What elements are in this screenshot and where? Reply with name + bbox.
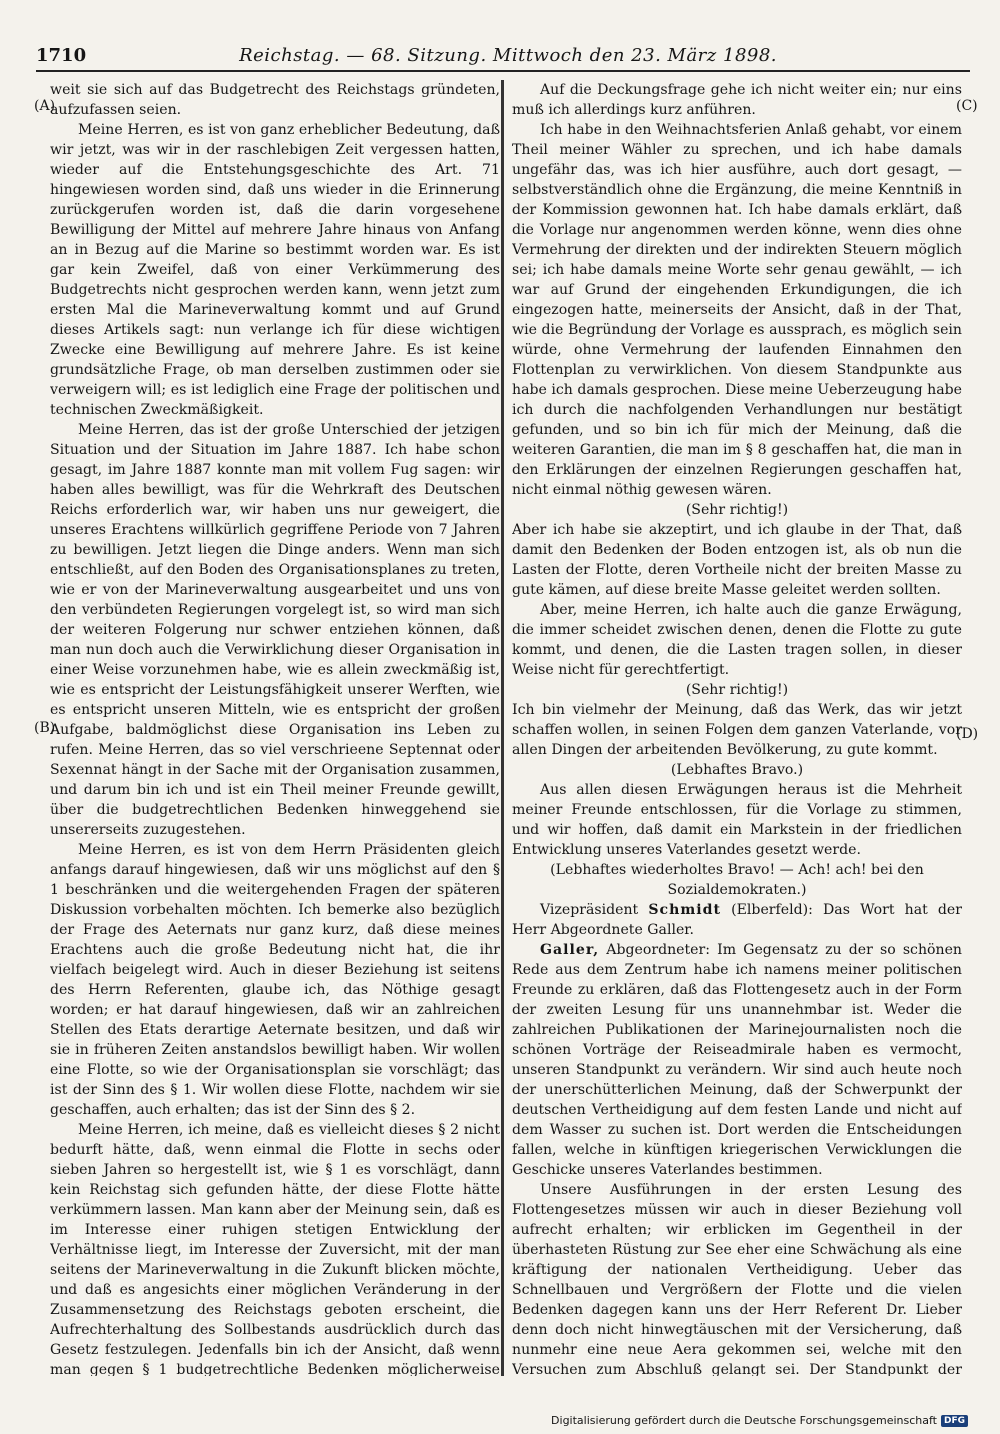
paragraph: Meine Herren, ich meine, daß es vielleicht dieses § 2 nicht bedurft hätte, daß, wenn einmal die Flotte in sechs oder sieben Jahren so hergestellt ist, wie § 1 es vorschlägt, dann kein Reichstag sich gefunden hätte, der diese Flotte hätte verkümmern lassen. Man kann aber der Meinung sein, daß es im Interesse einer ruhigen stetigen Entwicklung der Verhältnisse liegt, im Interesse der Zuversicht, mit der man seitens der Marineverwaltung in die Zukunft blicken möchte, und daß es angesichts einer möglichen Veränderung in der Zusammensetzung des Reichstags geboten erscheint, die Aufrechterhaltung des Sollbestands ausdrücklich durch das Gesetz festzulegen. Jedenfalls bin ich der Ansicht, daß wenn man gegen § 1 budgetrechtliche Bedenken möglicherweise bbox=[50, 1122, 500, 1376]
page-number: 1710 bbox=[36, 44, 87, 66]
interjection: (Sehr richtig!) bbox=[685, 682, 789, 698]
paragraph: Auf die Deckungsfrage gehe ich nicht weiter ein; nur eins muß ich allerdings kurz anführen. bbox=[512, 82, 962, 118]
speaker-name: Schmidt bbox=[648, 902, 721, 918]
speaker-paragraph bbox=[512, 940, 962, 1180]
paragraph: Ich habe in den Weihnachtsferien Anlaß gehabt, vor einem Theil meiner Wähler zu sprechen, und ich habe damals ungefähr das, was ich hier ausführe, auch dort gesagt, — selbstverständlich ohne die Ergänzung, die meine Kenntniß in der Kommission gewonnen hat. Ich habe damals erklärt, daß die Vorlage nur angenommen werden könne, wenn dies ohne Vermehrung der direkten und der indirekten Steuern möglich sei; ich habe damals meine Worte sehr genau gewählt, — ich war auf Grund der eingehenden Erkundigungen, die ich eingezogen hatte, meinerseits der Ansicht, daß in der That, wie die Begründung der Vorlage es aussprach, es möglich sein würde, ohne Vermehrung der laufenden Einnahmen den Flottenplan zu verwirklichen. Von diesem Standpunkte aus habe ich damals gesprochen. Diese meine Ueberzeugung habe ich durch die nachfolgenden Verhandlungen nur bestätigt gefunden, und so bin ich für mich der Meinung, daß die weiteren Garantien, die man im § 8 geschaffen hat, die man in den Erklärungen der einzelnen Regierungen geschaffen hat, nicht einmal nöthig gewesen wären. bbox=[512, 122, 962, 498]
paragraph: Meine Herren, das ist der große Unterschied der jetzigen Situation und der Situation im Jahre 1887. Ich habe schon gesagt, im Jahre 1887 konnte man mit vollem Fug sagen: wir haben alles bewilligt, was für die Wehrkraft des Deutschen Reichs erforderlich war, wir haben uns nur geweigert, die unseres Erachtens willkürlich gegriffene Periode von 7 Jahren zu bewilligen. Jetzt liegen die Dinge anders. Wenn man sich entschließt, auf den Boden des Organisationsplanes zu treten, wie er von der Marineverwaltung ausgearbeitet und uns von den verbündeten Regierungen vorgelegt ist, so wird man sich der weiteren Folgerung nur schwer entziehen können, daß man nun doch auch die Verwirklichung dieser Organisation in einer Weise vorzunehmen habe, wie es allein zweckmäßig ist, wie es entspricht der Leistungsfähigkeit unserer Werften, wie es entspricht unseren Mitteln, wie es entspricht der großen Aufgabe, baldmöglichst diese Organisation ins Leben zu rufen. Meine Herren, das so viel verschrieene Septennat oder Sexennat hängt in der Sache mit der Organisation zusammen, und darum bin ich und ist ein Theil meiner Freunde gewillt, über die budgetrechtlichen Bedenken hinweggehend sie unsererseits zuzugestehen. bbox=[50, 422, 500, 838]
speaker-title: Vizepräsident bbox=[540, 902, 639, 918]
paragraph: Aus allen diesen Erwägungen heraus ist die Mehrheit meiner Freunde entschlossen, für die Vorlage zu stimmen, und wir hoffen, daß damit ein Markstein in der friedlichen Entwicklung unseres Vaterlandes gesetzt werde. bbox=[512, 782, 962, 858]
margin-marker-c: (C) bbox=[956, 98, 978, 114]
speaker-name: Galler, bbox=[540, 942, 600, 958]
margin-marker-d: (D) bbox=[956, 726, 979, 742]
dfg-logo: DFG bbox=[941, 1415, 968, 1427]
paragraph: Aber, meine Herren, ich halte auch die ganze Erwägung, die immer scheidet zwischen denen, denen die Flotte zu gute kommt, und denen, die die Lasten tragen sollen, in dieser Weise nicht für gerechtfertigt. bbox=[512, 602, 962, 678]
column-divider bbox=[501, 80, 504, 1376]
interjection: (Sehr richtig!) bbox=[685, 502, 789, 518]
paragraph: Meine Herren, es ist von ganz erheblicher Bedeutung, daß wir jetzt, was wir in der raschlebigen Zeit vergessen hatten, wieder auf die Entstehungsgeschichte des Art. 71 hingewiesen worden sind, daß uns wieder in die Erinnerung zurückgerufen worden ist, daß die darin vorgesehene Bewilligung der Mittel auf mehrere Jahre hinaus von Anfang an in Bezug auf die Marine so bestimmt worden war. Es ist gar kein Zweifel, daß von einer Verkümmerung des Budgetrechts nicht gesprochen werden kann, wenn jetzt zum ersten Mal die Marineverwaltung kommt und auf Grund dieses Artikels sagt: nun verlange ich für diese wichtigen Zwecke eine Bewilligung auf mehrere Jahre. Es ist keine grundsätzliche Frage, ob man derselben zustimmen oder sie verweigern will; es ist lediglich eine Frage der politischen und technischen Zweckmäßigkeit. bbox=[50, 122, 500, 418]
speaker-text: (Elberfeld): Das Wort hat der Herr Abgeordnete Galler. bbox=[512, 902, 962, 938]
paragraph: Unsere Ausführungen in der ersten Lesung des Flottengesetzes müssen wir auch in dieser Beziehung voll aufrecht erhalten; wir erblicken im Gegentheil in der überhasteten Rüstung zur See eher eine Schwächung als eine kräftigung der nationalen Vertheidigung. Ueber das Schnellbauen und Vergrößern der Flotte und die vielen Bedenken dagegen kann uns der Herr Referent Dr. Lieber denn doch nicht hinwegtäuschen mit der Versicherung, daß nunmehr eine neue Aera gekommen sei, welche mit den Versuchen zum Abschluß gelangt sei. Der Standpunkt der bbox=[512, 1182, 962, 1376]
speaker-paragraph bbox=[512, 900, 962, 940]
margin-marker-b: (B) bbox=[34, 720, 56, 736]
right-column bbox=[512, 80, 962, 1376]
interjection: (Lebhaftes wiederholtes Bravo! — Ach! ach! bei den Sozialdemokraten.) bbox=[550, 862, 924, 898]
page-header bbox=[36, 40, 970, 72]
paragraph: Ich bin vielmehr der Meinung, daß das Werk, das wir jetzt schaffen wollen, in seinen Folgen dem ganzen Vaterlande, vor allen Dingen der arbeitenden Bevölkerung, zu gute kommt. bbox=[512, 702, 962, 758]
paragraph: Aber ich habe sie akzeptirt, und ich glaube in der That, daß damit den Bedenken der Boden entzogen ist, als ob nun die Lasten der Flotte, deren Vortheile nicht der breiten Masse zu gute kämen, auf diese breite Masse geleitet werden sollten. bbox=[512, 522, 962, 598]
margin-marker-a: (A) bbox=[34, 98, 56, 114]
interjection: (Lebhaftes Bravo.) bbox=[670, 762, 804, 778]
left-column bbox=[50, 80, 500, 1376]
footer-credit bbox=[551, 1414, 968, 1427]
footer-text: Digitalisierung gefördert durch die Deutsche Forschungsgemeinschaft bbox=[551, 1414, 937, 1427]
paragraph: Meine Herren, es ist von dem Herrn Präsidenten gleich anfangs darauf hingewiesen, daß wir uns möglichst auf den § 1 beschränken und die weitergehenden Fragen der späteren Diskussion vorbehalten möchten. Ich bemerke also bezüglich der Frage des Aeternats nur ganz kurz, daß diese meines Erachtens auch die große Bedeutung nicht hat, die ihr vielfach beigelegt wird. Auch in dieser Beziehung ist seitens des Herrn Referenten, glaube ich, das Nöthige gesagt worden; er hat darauf hingewiesen, daß wir an zahlreichen Stellen des Etats derartige Aeternate besitzen, und daß wir sie in früheren Zeiten anstandslos bewilligt haben. Wir wollen eine Flotte, so wie der Organisationsplan sie vorschlägt; das ist der Sinn des § 1. Wir wollen diese Flotte, nachdem wir sie geschaffen, auch erhalten; das ist der Sinn des § 2. bbox=[50, 842, 500, 1118]
paragraph: weit sie sich auf das Budgetrecht des Reichstags gründeten, aufzufassen seien. bbox=[50, 82, 500, 118]
speaker-text: Abgeordneter: Im Gegensatz zu der so schönen Rede aus dem Zentrum habe ich namens meiner politischen Freunde zu erklären, daß das Flottengesetz auch in der Form der zweiten Lesung für uns unannehmbar ist. Weder die zahlreichen Publikationen der Marinejournalisten noch die schönen Vorträge der Reiseadmirale haben es vermocht, unseren Standpunkt zu verändern. Wir sind auch heute noch der unerschütterlichen Meinung, daß der Schwerpunkt der deutschen Vertheidigung auf dem festen Lande und nicht auf dem Wasser zu suchen ist. Dort werden die Entscheidungen fallen, welche in künftigen kriegerischen Verwicklungen die Geschicke unseres Vaterlandes bestimmen. bbox=[512, 942, 962, 1178]
running-title: Reichstag. — 68. Sitzung. Mittwoch den 23. März 1898. bbox=[239, 44, 778, 66]
